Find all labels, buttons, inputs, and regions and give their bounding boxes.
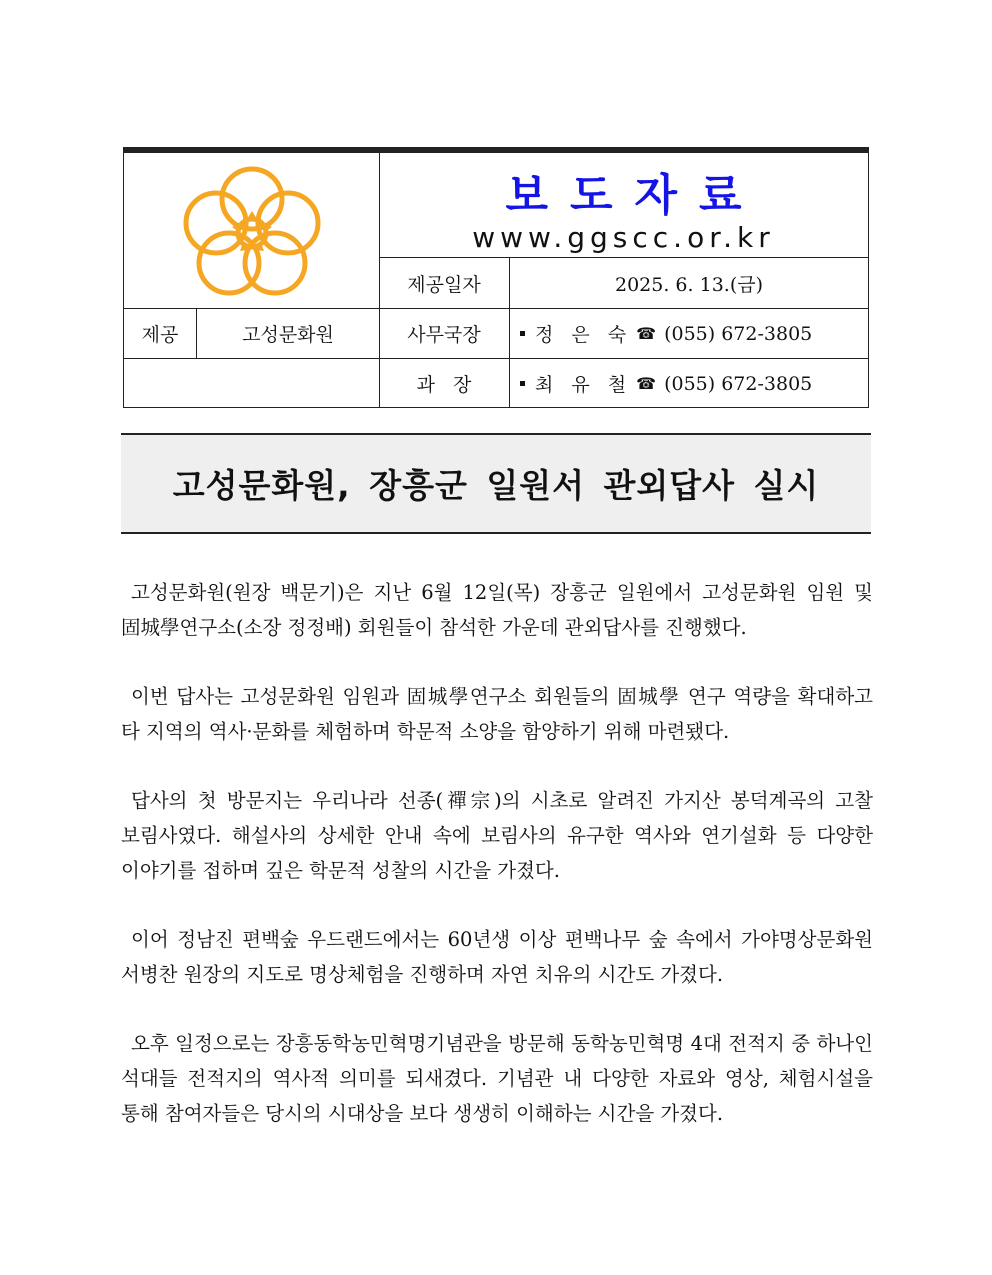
headline-box (121, 433, 871, 534)
contact-entry (520, 309, 812, 358)
article-body (121, 575, 873, 1165)
bullet-icon (520, 331, 525, 336)
paragraph: 이번 답사는 고성문화원 임원과 固城學연구소 회원들의 固城學 연구 역량을 확대하고 타 지역의 역사·문화를 체험하며 학문적 소양을 함양하기 위해 마련됐다. (121, 685, 873, 743)
press-release-header-table (123, 147, 869, 408)
website-url[interactable]: www.ggscc.or.kr (472, 221, 775, 254)
phone-icon: ☎ (636, 374, 657, 393)
contact-role: 사무국장 (407, 324, 481, 346)
contact-role: 과 장 (416, 374, 472, 396)
contact-name: 최 유 철 (535, 374, 633, 396)
paragraph: 오후 일정으로는 장흥동학농민혁명기념관을 방문해 동학농민혁명 4대 전적지 중 하나인 석대들 전적지의 역사적 의미를 되새겼다. 기념관 내 다양한 자료와 영상, 체험시설을 통해 참여자들은 당시의 시대상을 보다 생생히 이해하는 시간을 가졌다. (121, 1032, 873, 1125)
provider-label: 제공 (141, 324, 179, 346)
press-release-title: 보도자료 (505, 170, 764, 221)
contact-entry (520, 359, 812, 408)
bullet-icon (520, 381, 525, 386)
paragraph: 고성문화원(원장 백문기)은 지난 6월 12일(목) 장흥군 일원에서 고성문화원 임원 및 固城學연구소(소장 정정배) 회원들이 참석한 가운데 관외답사를 진행했다. (121, 581, 873, 639)
phone-icon: ☎ (636, 324, 657, 343)
paragraph: 답사의 첫 방문지는 우리나라 선종(禪宗)의 시초로 알려진 가지산 봉덕계곡의 고찰 보림사였다. 해설사의 상세한 안내 속에 보림사의 유구한 역사와 연기설화 등 다양한 이야기를 접하며 깊은 학문적 성찰의 시간을 가졌다. (121, 789, 873, 882)
date-value: 2025. 6. 13.(금) (615, 273, 763, 296)
contact-phone[interactable]: (055) 672-3805 (664, 372, 813, 395)
title-cell (379, 153, 868, 257)
organization-logo (124, 153, 379, 308)
paragraph: 이어 정남진 편백숲 우드랜드에서는 60년생 이상 편백나무 숲 속에서 가야명상문화원 서병찬 원장의 지도로 명상체험을 진행하며 자연 치유의 시간도 가졌다. (121, 928, 873, 986)
provider-value: 고성문화원 (242, 324, 334, 346)
contact-name: 정 은 숙 (535, 324, 633, 346)
headline: 고성문화원, 장흥군 일원서 관외답사 실시 (172, 466, 820, 505)
flower-logo-icon (177, 161, 327, 301)
date-label: 제공일자 (407, 273, 481, 296)
contact-phone[interactable]: (055) 672-3805 (664, 322, 813, 345)
